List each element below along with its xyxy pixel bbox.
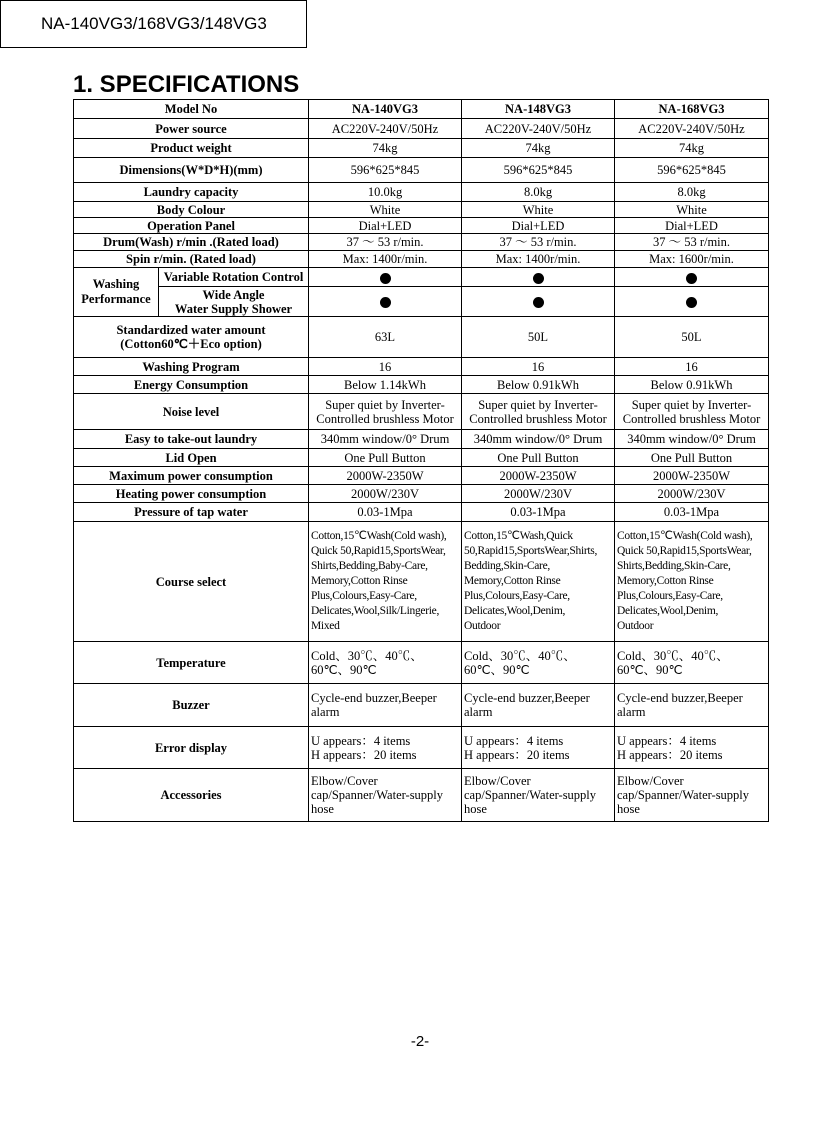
table-row — [74, 202, 769, 218]
washing-performance-label: Washing Performance — [74, 268, 159, 317]
course-list: Cotton,15℃Wash,Quick 50,Rapid15,SportsWear,Shirts, Bedding,Skin-Care, Memory,Cotton Rinse Plus,Colours,Easy-Care, Delicates,Wool,Denim, Outdoor — [462, 522, 615, 642]
filled-circle-icon — [533, 297, 544, 308]
cell-value: U appears：4 items H appears：20 items — [615, 727, 769, 769]
row-label: Power source — [74, 119, 309, 139]
cell-value: Cold、30℃、40℃、 60℃、90℃ — [309, 642, 462, 684]
specifications-table — [73, 99, 769, 822]
cell-value: Below 0.91kWh — [462, 376, 615, 394]
cell-value: 596*625*845 — [462, 158, 615, 183]
cell-value: Below 0.91kWh — [615, 376, 769, 394]
cell-value: 37 ～ 53 r/min. — [615, 234, 769, 251]
cell-value: One Pull Button — [615, 449, 769, 467]
table-row — [74, 503, 769, 522]
cell-value: 340mm window/0° Drum — [615, 430, 769, 449]
cell-value: 340mm window/0° Drum — [462, 430, 615, 449]
cell-value: 2000W/230V — [615, 485, 769, 503]
cell-value: Cold、30℃、40℃、 60℃、90℃ — [615, 642, 769, 684]
row-label: Drum(Wash) r/min .(Rated load) — [74, 234, 309, 251]
table-row — [74, 684, 769, 727]
cell-value: 2000W/230V — [462, 485, 615, 503]
table-row — [74, 183, 769, 202]
cell-value: 16 — [462, 358, 615, 376]
row-label: Laundry capacity — [74, 183, 309, 202]
row-label: Heating power consumption — [74, 485, 309, 503]
page-number: -2- — [410, 1033, 430, 1050]
row-label: Energy Consumption — [74, 376, 309, 394]
table-row — [74, 139, 769, 158]
cell-value: 74kg — [462, 139, 615, 158]
row-label: Product weight — [74, 139, 309, 158]
model-header: NA-140VG3 — [309, 100, 462, 119]
page-title: 1. SPECIFICATIONS — [73, 71, 300, 98]
row-label: Body Colour — [74, 202, 309, 218]
table-row — [74, 317, 769, 358]
row-label: Pressure of tap water — [74, 503, 309, 522]
cell-value: 37 ～ 53 r/min. — [309, 234, 462, 251]
cell-value: 340mm window/0° Drum — [309, 430, 462, 449]
table-row — [74, 376, 769, 394]
feature-dot-cell — [462, 268, 615, 287]
cell-value: 0.03-1Mpa — [615, 503, 769, 522]
cell-value: 10.0kg — [309, 183, 462, 202]
feature-dot-cell — [309, 268, 462, 287]
row-label: Buzzer — [74, 684, 309, 727]
row-label: Standardized water amount (Cotton60℃＋Eco option) — [74, 317, 309, 358]
cell-value: 63L — [309, 317, 462, 358]
cell-value: White — [309, 202, 462, 218]
cell-value: Elbow/Cover cap/Spanner/Water-supply hose — [615, 769, 769, 822]
cell-value: 2000W-2350W — [309, 467, 462, 485]
row-label: Temperature — [74, 642, 309, 684]
feature-dot-cell — [309, 287, 462, 317]
table-header-row — [74, 100, 769, 119]
feature-dot-cell — [462, 287, 615, 317]
model-number-box — [0, 0, 307, 48]
cell-value: Max: 1600r/min. — [615, 251, 769, 268]
cell-value: 596*625*845 — [309, 158, 462, 183]
table-row — [74, 394, 769, 430]
cell-value: Below 1.14kWh — [309, 376, 462, 394]
filled-circle-icon — [380, 297, 391, 308]
table-row — [74, 522, 769, 642]
feature-dot-cell — [615, 268, 769, 287]
cell-value: AC220V-240V/50Hz — [615, 119, 769, 139]
table-row — [74, 358, 769, 376]
table-row — [74, 251, 769, 268]
cell-value: Dial+LED — [309, 218, 462, 234]
row-label: Operation Panel — [74, 218, 309, 234]
row-label: Maximum power consumption — [74, 467, 309, 485]
cell-value: 8.0kg — [615, 183, 769, 202]
cell-value: 74kg — [615, 139, 769, 158]
row-label: Dimensions(W*D*H)(mm) — [74, 158, 309, 183]
cell-value: 2000W-2350W — [462, 467, 615, 485]
table-row — [74, 119, 769, 139]
table-row — [74, 727, 769, 769]
model-numbers: NA-140VG3/168VG3/148VG3 — [41, 14, 267, 33]
row-label: Washing Program — [74, 358, 309, 376]
cell-value: Dial+LED — [615, 218, 769, 234]
row-label: Spin r/min. (Rated load) — [74, 251, 309, 268]
table-row — [74, 430, 769, 449]
cell-value: Max: 1400r/min. — [462, 251, 615, 268]
cell-value: Cycle-end buzzer,Beeper alarm — [462, 684, 615, 727]
table-row — [74, 268, 769, 287]
table-row — [74, 642, 769, 684]
course-list: Cotton,15℃Wash(Cold wash), Quick 50,Rapid15,SportsWear, Shirts,Bedding,Baby-Care, Memory,Cotton Rinse Plus,Colours,Easy-Care, Delicates,Wool,Silk/Lingerie, Mixed — [309, 522, 462, 642]
cell-value: 16 — [615, 358, 769, 376]
filled-circle-icon — [686, 297, 697, 308]
cell-value: 2000W-2350W — [615, 467, 769, 485]
cell-value: 8.0kg — [462, 183, 615, 202]
cell-value: 74kg — [309, 139, 462, 158]
cell-value: AC220V-240V/50Hz — [462, 119, 615, 139]
cell-value: 50L — [462, 317, 615, 358]
row-label: Easy to take-out laundry — [74, 430, 309, 449]
cell-value: Elbow/Cover cap/Spanner/Water-supply hose — [309, 769, 462, 822]
cell-value: Cold、30℃、40℃、 60℃、90℃ — [462, 642, 615, 684]
cell-value: 596*625*845 — [615, 158, 769, 183]
model-header: NA-168VG3 — [615, 100, 769, 119]
model-no-header: Model No — [74, 100, 309, 119]
cell-value: 37 ～ 53 r/min. — [462, 234, 615, 251]
table-row — [74, 234, 769, 251]
row-label: Variable Rotation Control — [159, 268, 309, 287]
cell-value: 2000W/230V — [309, 485, 462, 503]
cell-value: Super quiet by Inverter- Controlled brushless Motor — [615, 394, 769, 430]
row-label: Wide Angle Water Supply Shower — [159, 287, 309, 317]
cell-value: Cycle-end buzzer,Beeper alarm — [615, 684, 769, 727]
cell-value: Elbow/Cover cap/Spanner/Water-supply hose — [462, 769, 615, 822]
cell-value: Dial+LED — [462, 218, 615, 234]
model-header: NA-148VG3 — [462, 100, 615, 119]
cell-value: One Pull Button — [309, 449, 462, 467]
table-row — [74, 158, 769, 183]
row-label: Lid Open — [74, 449, 309, 467]
cell-value: 16 — [309, 358, 462, 376]
cell-value: U appears：4 items H appears：20 items — [309, 727, 462, 769]
cell-value: White — [462, 202, 615, 218]
cell-value: Super quiet by Inverter- Controlled brushless Motor — [462, 394, 615, 430]
row-label: Error display — [74, 727, 309, 769]
cell-value: White — [615, 202, 769, 218]
cell-value: 0.03-1Mpa — [309, 503, 462, 522]
table-row — [74, 467, 769, 485]
filled-circle-icon — [686, 273, 697, 284]
cell-value: U appears：4 items H appears：20 items — [462, 727, 615, 769]
cell-value: 50L — [615, 317, 769, 358]
row-label: Accessories — [74, 769, 309, 822]
table-row — [74, 218, 769, 234]
row-label: Noise level — [74, 394, 309, 430]
table-row — [74, 769, 769, 822]
cell-value: Super quiet by Inverter- Controlled brushless Motor — [309, 394, 462, 430]
cell-value: AC220V-240V/50Hz — [309, 119, 462, 139]
filled-circle-icon — [380, 273, 391, 284]
cell-value: Max: 1400r/min. — [309, 251, 462, 268]
table-row — [74, 485, 769, 503]
cell-value: Cycle-end buzzer,Beeper alarm — [309, 684, 462, 727]
row-label: Course select — [74, 522, 309, 642]
course-list: Cotton,15℃Wash(Cold wash), Quick 50,Rapid15,SportsWear, Shirts,Bedding,Skin-Care, Memory,Cotton Rinse Plus,Colours,Easy-Care, Delicates,Wool,Denim, Outdoor — [615, 522, 769, 642]
table-row — [74, 449, 769, 467]
cell-value: 0.03-1Mpa — [462, 503, 615, 522]
feature-dot-cell — [615, 287, 769, 317]
table-row — [74, 287, 769, 317]
filled-circle-icon — [533, 273, 544, 284]
cell-value: One Pull Button — [462, 449, 615, 467]
